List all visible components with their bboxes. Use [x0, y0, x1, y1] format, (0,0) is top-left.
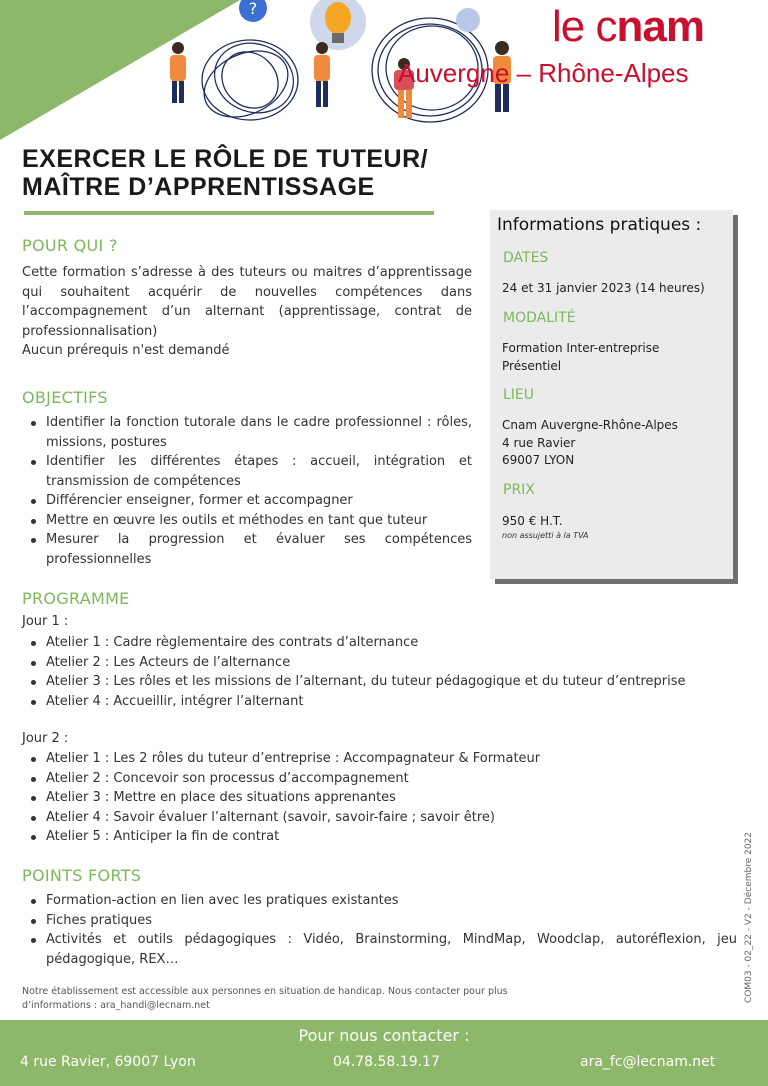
list-item: Atelier 2 : Concevoir son processus d’accompagnement — [22, 769, 752, 789]
lieu-line: Cnam Auvergne-Rhône-Alpes — [502, 418, 678, 432]
lieu-line: 4 rue Ravier — [502, 435, 576, 450]
list-item: Atelier 3 : Mettre en place des situations apprenantes — [22, 788, 752, 808]
prix-value: 950 € H.T. — [502, 514, 563, 528]
jour-2-label: Jour 2 : — [22, 731, 69, 746]
accessibility-note — [22, 985, 582, 1013]
modalite-label: MODALITÉ — [503, 310, 576, 326]
pour-qui-description: Cette formation s’adresse à des tuteurs ou maitres d’apprentissage qui souhaitent acquérir de nouvelles compétences dans l’accompagnement d’un alternant (apprentissage, contrat de professionnalisation) — [22, 265, 472, 339]
list-item: Formation-action en lien avec les pratiques existantes — [22, 891, 737, 911]
objectifs-list — [22, 413, 472, 569]
list-item: Atelier 5 : Anticiper la fin de contrat — [22, 827, 752, 847]
contact-footer — [0, 1020, 768, 1086]
pour-qui-heading: POUR QUI ? — [22, 236, 118, 255]
modalite-line: Présentiel — [502, 358, 562, 373]
jour-1-list — [22, 633, 752, 711]
lightbulb-icon — [310, 0, 366, 50]
logo-region: Auvergne – Rhône-Alpes — [398, 58, 689, 88]
modalite-line: Formation Inter-entreprise — [502, 341, 660, 355]
logo-text-light: le c — [552, 2, 617, 51]
jour-1-label: Jour 1 : — [22, 614, 69, 629]
info-box — [490, 210, 733, 579]
list-item: Atelier 4 : Accueillir, intégrer l’alternant — [22, 692, 752, 712]
list-item: Fiches pratiques — [22, 911, 737, 931]
programme-heading: PROGRAMME — [22, 589, 130, 608]
info-title: Informations pratiques : — [497, 215, 702, 235]
jour-2-list — [22, 749, 752, 847]
document-reference: COM03 - 02_22 - V2 - Décembre 2022 — [744, 831, 754, 1003]
page-title — [22, 145, 428, 201]
title-line-1: EXERCER LE RÔLE DE TUTEUR/ — [22, 145, 429, 173]
dates-value: 24 et 31 janvier 2023 (14 heures) — [502, 281, 705, 295]
modalite-value — [502, 340, 659, 375]
cnam-logo — [552, 2, 704, 52]
prix-label: PRIX — [503, 482, 535, 498]
list-item: Atelier 1 : Cadre règlementaire des contrats d’alternance — [22, 633, 752, 653]
question-mark-icon — [239, 0, 267, 22]
dates-label: DATES — [503, 250, 549, 266]
pour-qui-text — [22, 263, 472, 361]
list-item: Atelier 4 : Savoir évaluer l’alternant (savoir, savoir-faire ; savoir être) — [22, 808, 752, 828]
accessibility-line: Notre établissement est accessible aux personnes en situation de handicap. Nous contacter pour plus — [22, 986, 508, 997]
list-item: Différencier enseigner, former et accompagner — [22, 491, 472, 511]
list-item: Mettre en œuvre les outils et méthodes en tant que tuteur — [22, 511, 472, 531]
logo-text-bold: nam — [616, 2, 704, 51]
accessibility-line: d’informations : ara_handi@lecnam.net — [22, 1000, 210, 1011]
title-underline — [24, 211, 434, 215]
objectifs-heading: OBJECTIFS — [22, 388, 108, 407]
lieu-value — [502, 417, 678, 470]
lieu-line: 69007 LYON — [502, 453, 575, 467]
lieu-label: LIEU — [503, 387, 535, 403]
points-forts-heading: POINTS FORTS — [22, 866, 142, 885]
list-item: Atelier 2 : Les Acteurs de l’alternance — [22, 653, 752, 673]
footer-title: Pour nous contacter : — [298, 1026, 470, 1045]
title-line-2: MAÎTRE D’APPRENTISSAGE — [22, 173, 375, 201]
list-item: Activités et outils pédagogiques : Vidéo, Brainstorming, MindMap, Woodclap, autoréflexion, jeu pédagogique, REX… — [22, 930, 737, 969]
prix-note: non assujetti à la TVA — [502, 531, 589, 540]
list-item: Atelier 1 : Les 2 rôles du tuteur d’entreprise : Accompagnateur & Formateur — [22, 749, 752, 769]
list-item: Identifier la fonction tutorale dans le cadre professionnel : rôles, missions, postures — [22, 413, 472, 452]
footer-phone[interactable]: 04.78.58.19.17 — [333, 1054, 440, 1070]
list-item: Identifier les différentes étapes : accueil, intégration et transmission de compétences — [22, 452, 472, 491]
footer-email[interactable]: ara_fc@lecnam.net — [580, 1054, 716, 1070]
points-forts-list — [22, 891, 737, 969]
pour-qui-note: Aucun prérequis n'est demandé — [22, 343, 230, 358]
list-item: Mesurer la progression et évaluer ses compétences professionnelles — [22, 530, 472, 569]
footer-address: 4 rue Ravier, 69007 Lyon — [20, 1054, 196, 1070]
list-item: Atelier 3 : Les rôles et les missions de l’alternant, du tuteur pédagogique et du tuteur d’entreprise — [22, 672, 752, 692]
svg-text:?: ? — [248, 0, 258, 18]
